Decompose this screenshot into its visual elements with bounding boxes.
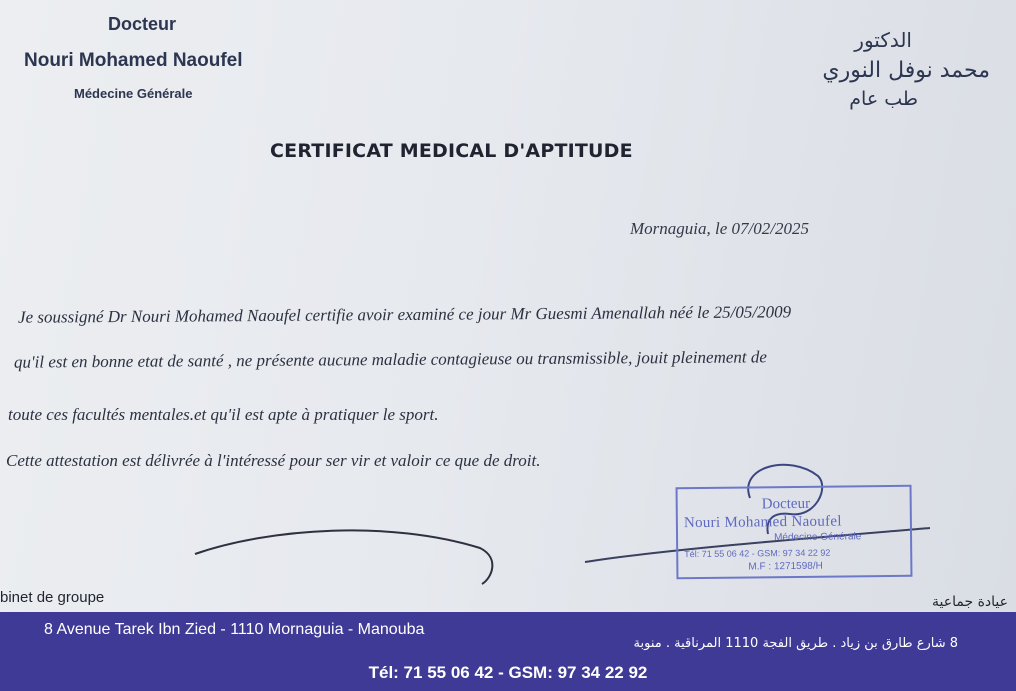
footer-address-fr: 8 Avenue Tarek Ibn Zied - 1110 Mornaguia - Manouba [44,621,425,638]
doctor-name-ar: محمد نوفل النوري [822,58,990,83]
footer-clinic-label-ar: عيادة جماعية [932,594,1008,610]
stamp-name: Nouri Mohamed Naoufel [683,513,842,532]
footer-phone: Tél: 71 55 06 42 - GSM: 97 34 22 92 [368,663,648,682]
stamp-contact: Tél: 71 55 06 42 - GSM: 97 34 22 92 [684,547,831,560]
doctor-specialty-fr: Médecine Générale [74,86,193,101]
doctor-specialty-ar: طب عام [849,88,918,110]
doctor-stamp [676,485,913,579]
stamp-specialty: Médecine Générale [774,531,862,544]
doctor-name-fr: Nouri Mohamed Naoufel [24,50,243,71]
certificate-line-2: qu'il est en bonne etat de santé , ne présente aucune maladie contagieuse ou transmissible, jouit pleinement de [13,347,767,372]
certificate-title: CERTIFICAT MEDICAL D'APTITUDE [270,140,633,162]
stamp-mf: M.F : 1271598/H [748,560,823,573]
certificate-line-4: Cette attestation est délivrée à l'intéressé pour ser vir et valoir ce que de droit. [6,451,541,470]
certificate-line-1: Je soussigné Dr Nouri Mohamed Naoufel certifie avoir examiné ce jour Mr Guesmi Amenallah néé le 25/05/2009 [17,302,792,327]
footer-clinic-label-fr: binet de groupe [0,589,105,606]
stamp-title: Docteur [761,495,811,513]
footer-address-ar: 8 شارع طارق بن زياد . طريق الفجة 1110 المرناقية . منوبة [633,636,958,651]
doctor-title-ar: الدكتور [854,28,912,52]
place-date: Mornaguia, le 07/02/2025 [630,219,809,238]
doctor-title-fr: Docteur [108,14,177,34]
certificate-line-3: toute ces facultés mentales.et qu'il est apte à pratiquer le sport. [8,405,439,424]
